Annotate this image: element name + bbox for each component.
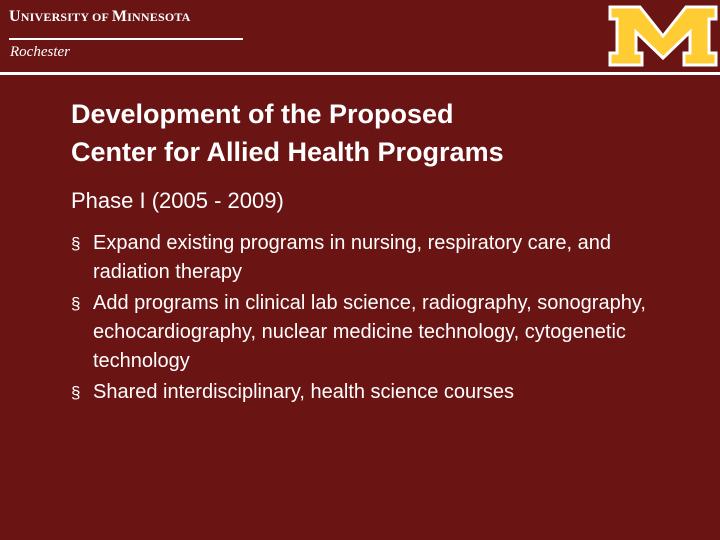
university-name-part-1: NIVERSITY OF [20, 10, 112, 24]
university-initial-u: U [9, 8, 21, 25]
slide-title [71, 95, 691, 171]
bullet-marker-icon: § [71, 234, 81, 253]
block-m-shape [610, 7, 716, 65]
slide-title-line-2: Center for Allied Health Programs [71, 137, 504, 167]
university-name-part-2: INNESOTA [127, 10, 191, 24]
bullet-text: Expand existing programs in nursing, respiratory care, and radiation therapy [93, 232, 612, 283]
bullet-list [71, 229, 691, 409]
phase-heading: Phase I (2005 - 2009) [71, 188, 284, 213]
header-divider [0, 72, 720, 75]
bullet-text: Shared interdisciplinary, health science courses [93, 381, 514, 403]
block-m-logo-svg [606, 2, 720, 70]
campus-name: Rochester [10, 44, 70, 60]
university-name-rule [9, 38, 243, 40]
bullet-text: Add programs in clinical lab science, radiography, sonography, echocardiography, nuclear medicine technology, cytogenetic technology [93, 292, 646, 372]
bullet-marker-icon: § [71, 294, 81, 313]
bullet-item-add-programs [71, 289, 691, 376]
bullet-item-expand-programs [71, 229, 691, 287]
university-initial-m: M [111, 8, 128, 25]
bullet-marker-icon: § [71, 383, 81, 402]
university-name [9, 8, 191, 26]
bullet-item-shared-courses [71, 378, 691, 407]
slide-title-line-1: Development of the Proposed [71, 99, 454, 129]
block-m-logo-icon [606, 2, 720, 70]
